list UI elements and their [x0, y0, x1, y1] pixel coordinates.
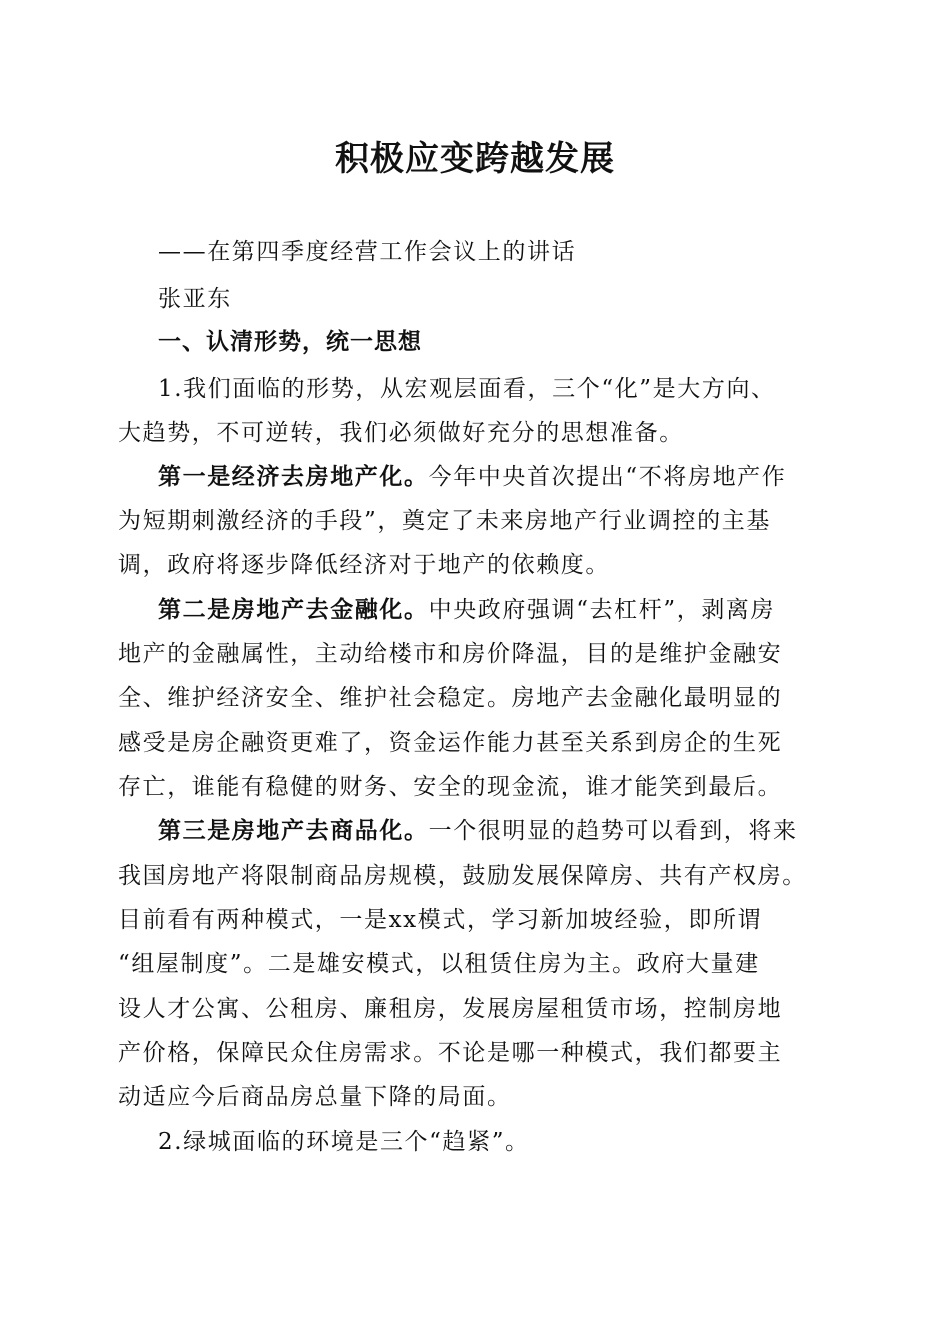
para1-line1: 1.我们面临的形势，从宏观层面看，三个“化”是大方向、: [158, 376, 776, 402]
document-title: 积极应变跨越发展: [335, 139, 615, 179]
para2-line1-rest: 今年中央首次提出“不将房地产作: [428, 464, 787, 490]
para1-line2: 大趋势，不可逆转，我们必须做好充分的思想准备。: [118, 420, 684, 446]
author: 张亚东: [158, 286, 232, 312]
para4-lead: 第三是房地产去商品化。: [158, 817, 429, 844]
para4-line6: 产价格，保障民众住房需求。不论是哪一种模式，我们都要主: [118, 1040, 783, 1066]
para5-line1: 2.绿城面临的环境是三个“趋紧”。: [158, 1129, 530, 1155]
para4-line5: 设人才公寓、公租房、廉租房，发展房屋租赁市场，控制房地: [118, 996, 783, 1022]
para4-line7: 动适应今后商品房总量下降的局面。: [118, 1084, 512, 1110]
para4-line1: [158, 816, 878, 846]
para4-line1-rest: 一个很明显的趋势可以看到，将来: [428, 818, 798, 844]
section-heading: 一、认清形势，统一思想: [158, 329, 422, 355]
para2-lead: 第一是经济去房地产化。: [158, 463, 429, 490]
para2-line3: 调，政府将逐步降低经济对于地产的依赖度。: [118, 552, 610, 578]
para3-line5: 存亡，谁能有稳健的财务、安全的现金流，谁才能笑到最后。: [118, 774, 783, 800]
para4-line4: “组屋制度”。二是雄安模式，以租赁住房为主。政府大量建: [118, 951, 760, 977]
para2-line2: 为短期刺激经济的手段”，奠定了未来房地产行业调控的主基: [118, 508, 771, 534]
subtitle: ——在第四季度经营工作会议上的讲话: [158, 239, 577, 265]
para3-lead: 第二是房地产去金融化。: [158, 596, 429, 623]
para4-line2: 我国房地产将限制商品房规模，鼓励发展保障房、共有产权房。: [118, 863, 807, 889]
para3-line4: 感受是房企融资更难了，资金运作能力甚至关系到房企的生死: [118, 730, 783, 756]
para2-line1: [158, 462, 878, 492]
para3-line1: [158, 595, 878, 625]
para4-line3: 目前看有两种模式，一是xx模式，学习新加坡经验，即所谓: [118, 907, 763, 933]
para3-line1-rest: 中央政府强调“去杠杆”，剥离房: [428, 597, 776, 623]
para3-line2: 地产的金融属性，主动给楼市和房价降温，目的是维护金融安: [118, 641, 783, 667]
para3-line3: 全、维护经济安全、维护社会稳定。房地产去金融化最明显的: [118, 685, 783, 711]
